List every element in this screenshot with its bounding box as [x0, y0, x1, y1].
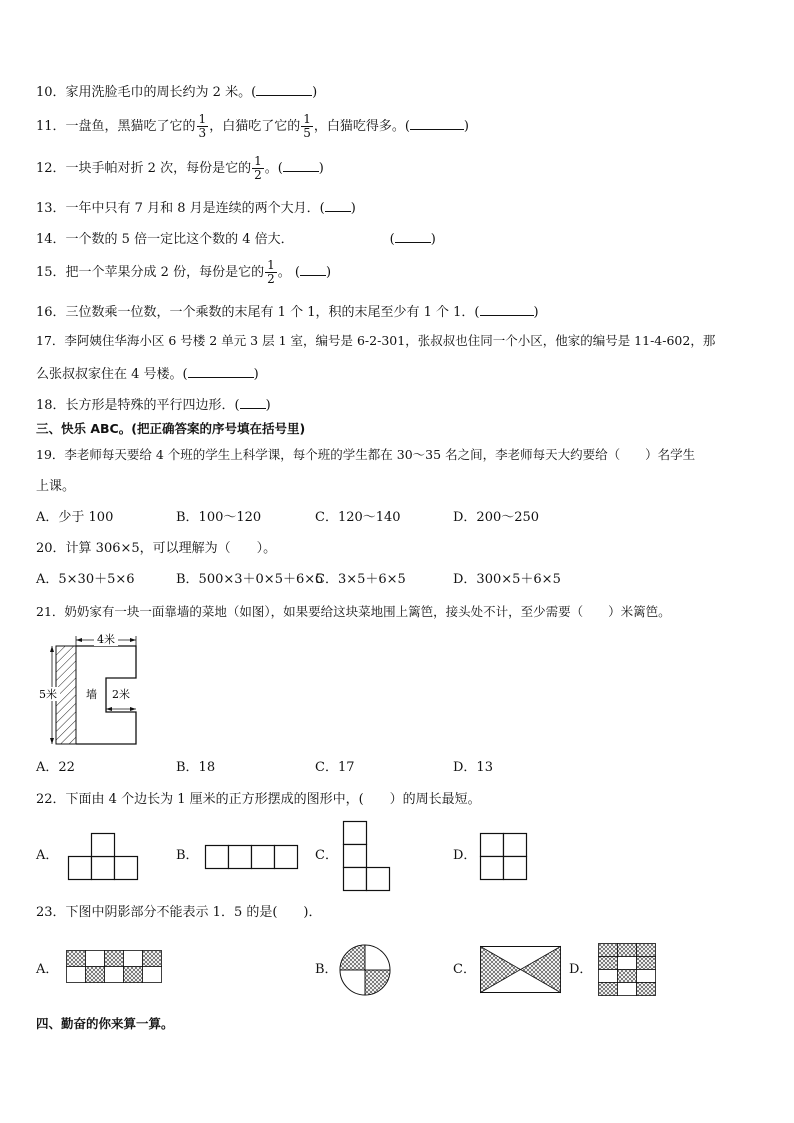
answer-blank[interactable] [188, 365, 254, 378]
question-17-line2: 么张叔叔家住在 4 号楼。( ) [36, 367, 259, 382]
question-11: 11．一盘鱼，黑猫吃了它的 $\frac{1}{3}$ ，白猫吃了它的 $\frac{1}{5}$ ，白猫吃得多。( ) [36, 112, 469, 140]
fraction-one-half: $\frac{1}{2}$ [254, 154, 262, 182]
q21-option-d[interactable]: D．13 [453, 760, 493, 775]
q21-option-c[interactable]: C．17 [315, 760, 355, 775]
question-12: 12．一块手帕对折 2 次，每份是它的 $\frac{1}{2}$ 。( ) [36, 154, 324, 182]
question-13: 13．一年中只有 7 月和 8 月是连续的两个大月．( ) [36, 201, 356, 216]
fraction-one-fifth: $\frac{1}{5}$ [303, 112, 311, 140]
fraction-one-half: $\frac{1}{2}$ [267, 258, 275, 286]
answer-blank[interactable] [410, 117, 464, 130]
q23-option-d[interactable]: D． [569, 962, 593, 977]
top-length-label: 4米 [97, 633, 115, 646]
question-15: 15．把一个苹果分成 2 份，每份是它的 $\frac{1}{2}$ 。 ( ) [36, 258, 332, 286]
question-17: 17．李阿姨住华海小区 6 号楼 2 单元 3 层 1 室，编号是 6-2-301，张叔叔也住同一个小区，他家的编号是 11-4-602，那 [36, 333, 716, 348]
q23-figure-a [66, 950, 166, 986]
q23-figure-d [598, 943, 660, 999]
garden-figure [30, 630, 150, 750]
q23-figure-b [339, 944, 393, 998]
q22-figure-a [68, 833, 140, 881]
q22-option-a[interactable]: A． [36, 848, 59, 863]
q20-option-a[interactable]: A．5×30＋5×6 [36, 572, 135, 587]
q22-figure-d [480, 833, 530, 883]
question-19-line2: 上课。 [36, 479, 76, 494]
question-23: 23．下图中阴影部分不能表示 1．5 的是( )． [36, 905, 322, 920]
question-22: 22．下面由 4 个边长为 1 厘米的正方形摆成的图形中，( ）的周长最短。 [36, 792, 481, 807]
question-19: 19．李老师每天要给 4 个班的学生上科学课，每个班的学生都在 30～35 名之间，李老师每天大约要给（ ）名学生 [36, 447, 696, 462]
q20-option-b[interactable]: B．500×3＋0×5＋6×5 [176, 572, 324, 587]
answer-blank[interactable] [300, 263, 326, 276]
q21-option-b[interactable]: B．18 [176, 760, 216, 775]
question-18: 18．长方形是特殊的平行四边形．( ) [36, 398, 271, 413]
question-20: 20．计算 306×5，可以理解为（ ）。 [36, 541, 277, 556]
answer-blank[interactable] [325, 199, 351, 212]
q22-figure-b [205, 845, 301, 871]
fraction-one-third: $\frac{1}{3}$ [198, 112, 207, 140]
section-4-heading: 四、勤奋的你来算一算。 [36, 1016, 174, 1031]
answer-blank[interactable] [256, 83, 312, 96]
q19-option-c[interactable]: C．120～140 [315, 510, 401, 525]
q10-text: 10．家用洗脸毛巾的周长约为 2 米。( [36, 85, 257, 100]
q20-option-c[interactable]: C．3×5＋6×5 [315, 572, 406, 587]
question-10: 10．家用洗脸毛巾的周长约为 2 米。( ) [36, 85, 318, 100]
left-length-label: 5米 [39, 688, 57, 701]
notch-length-label: 2米 [112, 688, 130, 701]
q19-option-a[interactable]: A．少于 100 [36, 510, 114, 525]
question-21: 21．奶奶家有一块一面靠墙的菜地（如图），如果要给这块菜地围上篱笆，接头处不计，至少需要（ ）米篱笆。 [36, 604, 671, 619]
answer-blank[interactable] [395, 230, 431, 243]
wall-label: 墙 [86, 688, 97, 701]
q22-option-c[interactable]: C． [315, 848, 338, 863]
answer-blank[interactable] [480, 303, 534, 316]
answer-blank[interactable] [240, 396, 266, 409]
q23-option-c[interactable]: C． [453, 962, 476, 977]
question-14: 14．一个数的 5 倍一定比这个数的 4 倍大． ( ) [36, 232, 436, 247]
section-3-heading: 三、快乐 ABC。(把正确答案的序号填在括号里) [36, 421, 306, 436]
q19-option-d[interactable]: D．200～250 [453, 510, 540, 525]
q23-option-b[interactable]: B． [315, 962, 338, 977]
q21-option-a[interactable]: A．22 [36, 760, 75, 775]
q22-option-b[interactable]: B． [176, 848, 199, 863]
q22-option-d[interactable]: D． [453, 848, 477, 863]
answer-blank[interactable] [283, 159, 319, 172]
q19-option-b[interactable]: B．100～120 [176, 510, 262, 525]
q23-figure-c [480, 946, 562, 994]
question-16: 16．三位数乘一位数，一个乘数的末尾有 1 个 1，积的末尾至少有 1 个 1．( ) [36, 305, 539, 320]
q23-option-a[interactable]: A． [36, 962, 59, 977]
q20-option-d[interactable]: D．300×5＋6×5 [453, 572, 561, 587]
q22-figure-c [343, 821, 393, 895]
